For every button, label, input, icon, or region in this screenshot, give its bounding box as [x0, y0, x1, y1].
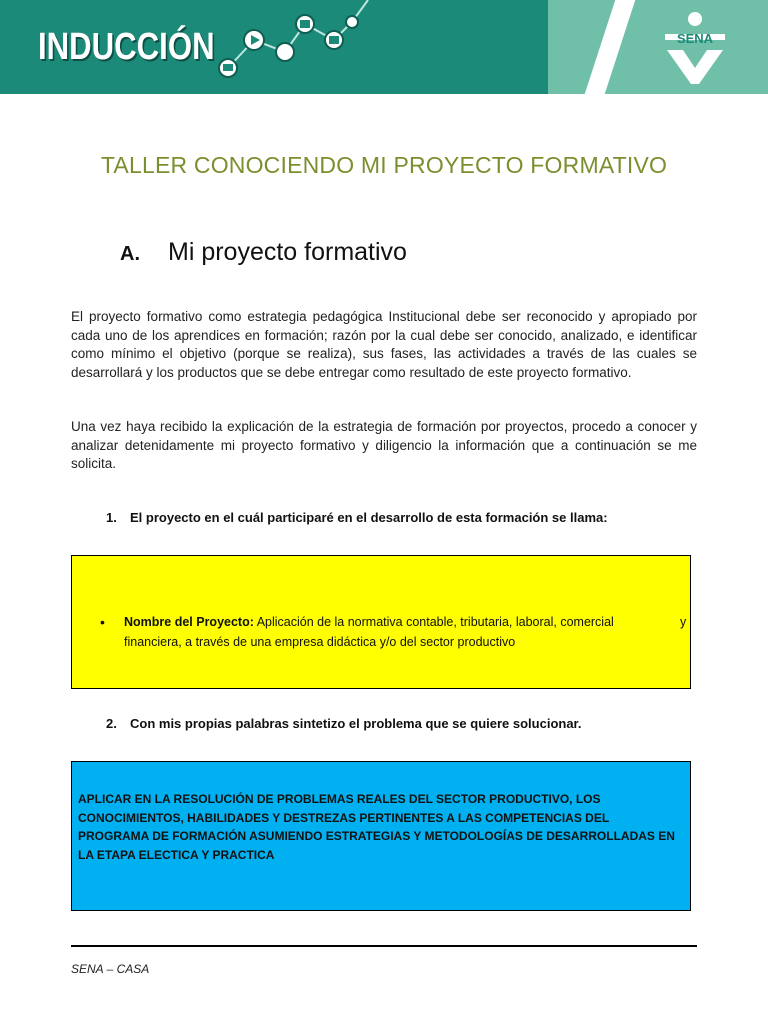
- question-1-text: El proyecto en el cuál participaré en el desarrollo de esta formación se llama:: [130, 510, 608, 525]
- answer-1-content: [124, 612, 687, 652]
- answer-2-text: APLICAR EN LA RESOLUCIÓN DE PROBLEMAS REALES DEL SECTOR PRODUCTIVO, LOS CONOCIMIENTOS, HABILIDADES Y DESTREZAS PERTINENTES A LAS COMPETENCIAS DEL PROGRAMA DE FORMACIÓN ASUMIENDO ESTRATEGIAS Y METODOLOGÍAS DE DESARROLLADAS EN LA ETAPA ELECTICA Y PRACTICA: [78, 792, 675, 862]
- document-title: TALLER CONOCIENDO MI PROYECTO FORMATIVO: [100, 152, 668, 178]
- answer-1-continuation: financiera, a través de una empresa didáctica y/o del sector productivo: [124, 635, 516, 649]
- question-2: [106, 716, 582, 731]
- header-banner: [0, 0, 768, 94]
- answer-1-box: [71, 555, 691, 689]
- footer-divider: [71, 945, 697, 947]
- section-letter: A.: [120, 243, 140, 265]
- sena-logo-icon: [657, 10, 733, 86]
- question-2-text: Con mis propias palabras sintetizo el problema que se quiere solucionar.: [130, 716, 582, 731]
- paragraph-2: Una vez haya recibido la explicación de la estrategia de formación por proyectos, procedo a conocer y analizar detenidamente mi proyecto formativo y diligencio la información que a continuación se me solicita.: [71, 419, 697, 471]
- answer-1-text: Aplicación de la normativa contable, tributaria, laboral, comercial: [256, 615, 614, 629]
- answer-2-box: [71, 761, 691, 911]
- bullet-icon: •: [100, 614, 105, 630]
- paragraph-1: El proyecto formativo como estrategia pedagógica Institucional debe ser reconocido y apropiado por cada uno de los aprendices en formación; razón por la cual debe ser conocido, analizado, e identificar como mínimo el objetivo (porque se realiza), sus fases, las actividades a través de las cuales se desarrollará y los productos que se debe entregar como resultado de este proyecto formativo.: [71, 309, 697, 380]
- answer-1-trailing: y: [680, 615, 687, 629]
- answer-1-label: Nombre del Proyecto:: [124, 615, 254, 629]
- banner-title: INDUCCIÓN: [38, 26, 215, 68]
- question-1: [106, 510, 608, 525]
- section-heading: [120, 238, 407, 267]
- sena-logo-text: SENA: [676, 31, 714, 46]
- question-1-number: 1.: [106, 510, 117, 525]
- section-title: Mi proyecto formativo: [168, 238, 407, 266]
- footer-text: SENA – CASA: [71, 962, 150, 976]
- question-2-number: 2.: [106, 716, 117, 731]
